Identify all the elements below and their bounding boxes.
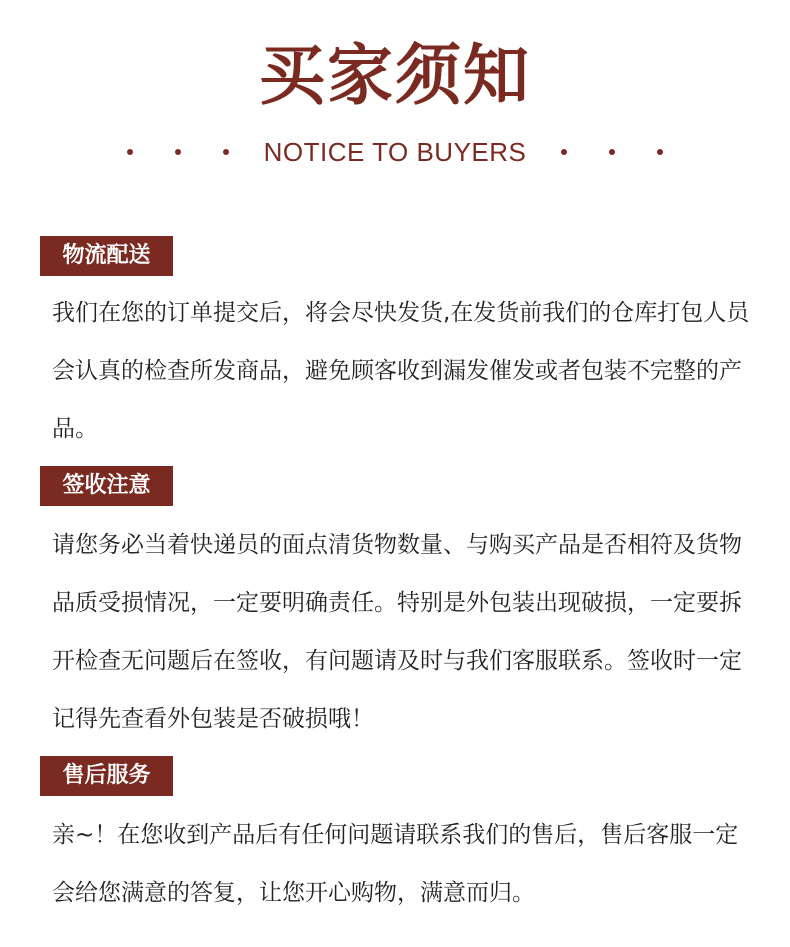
section-text-aftersales: 亲~！在您收到产品后有任何问题请联系我们的售后，售后客服一定会给您满意的答复，让您开心购物，满意而归。 [52, 822, 739, 906]
dot-icon [609, 149, 615, 155]
section-label-receipt: 签收注意 [40, 466, 173, 506]
page-title: 买家须知 [259, 37, 531, 114]
section-label-logistics: 物流配送 [40, 236, 173, 276]
section-label-aftersales: 售后服务 [40, 756, 173, 796]
section-text-logistics: 我们在您的订单提交后，将会尽快发货,在发货前我们的仓库打包人员会认真的检查所发商品，避免顾客收到漏发催发或者包装不完整的产品。 [52, 300, 750, 442]
subtitle-row [0, 134, 790, 170]
page-subtitle: NOTICE TO BUYERS [263, 136, 527, 167]
dot-icon [561, 149, 567, 155]
dot-icon [657, 149, 663, 155]
section-text-receipt: 请您务必当着快递员的面点清货物数量、与购买产品是否相符及货物品质受损情况，一定要明确责任。特别是外包装出现破损，一定要拆开检查无问题后在签收，有问题请及时与我们客服联系。签收时一定记得先查看外包装是否破损哦！ [52, 532, 742, 732]
dot-icon [223, 149, 229, 155]
dot-icon [127, 149, 133, 155]
dot-icon [175, 149, 181, 155]
